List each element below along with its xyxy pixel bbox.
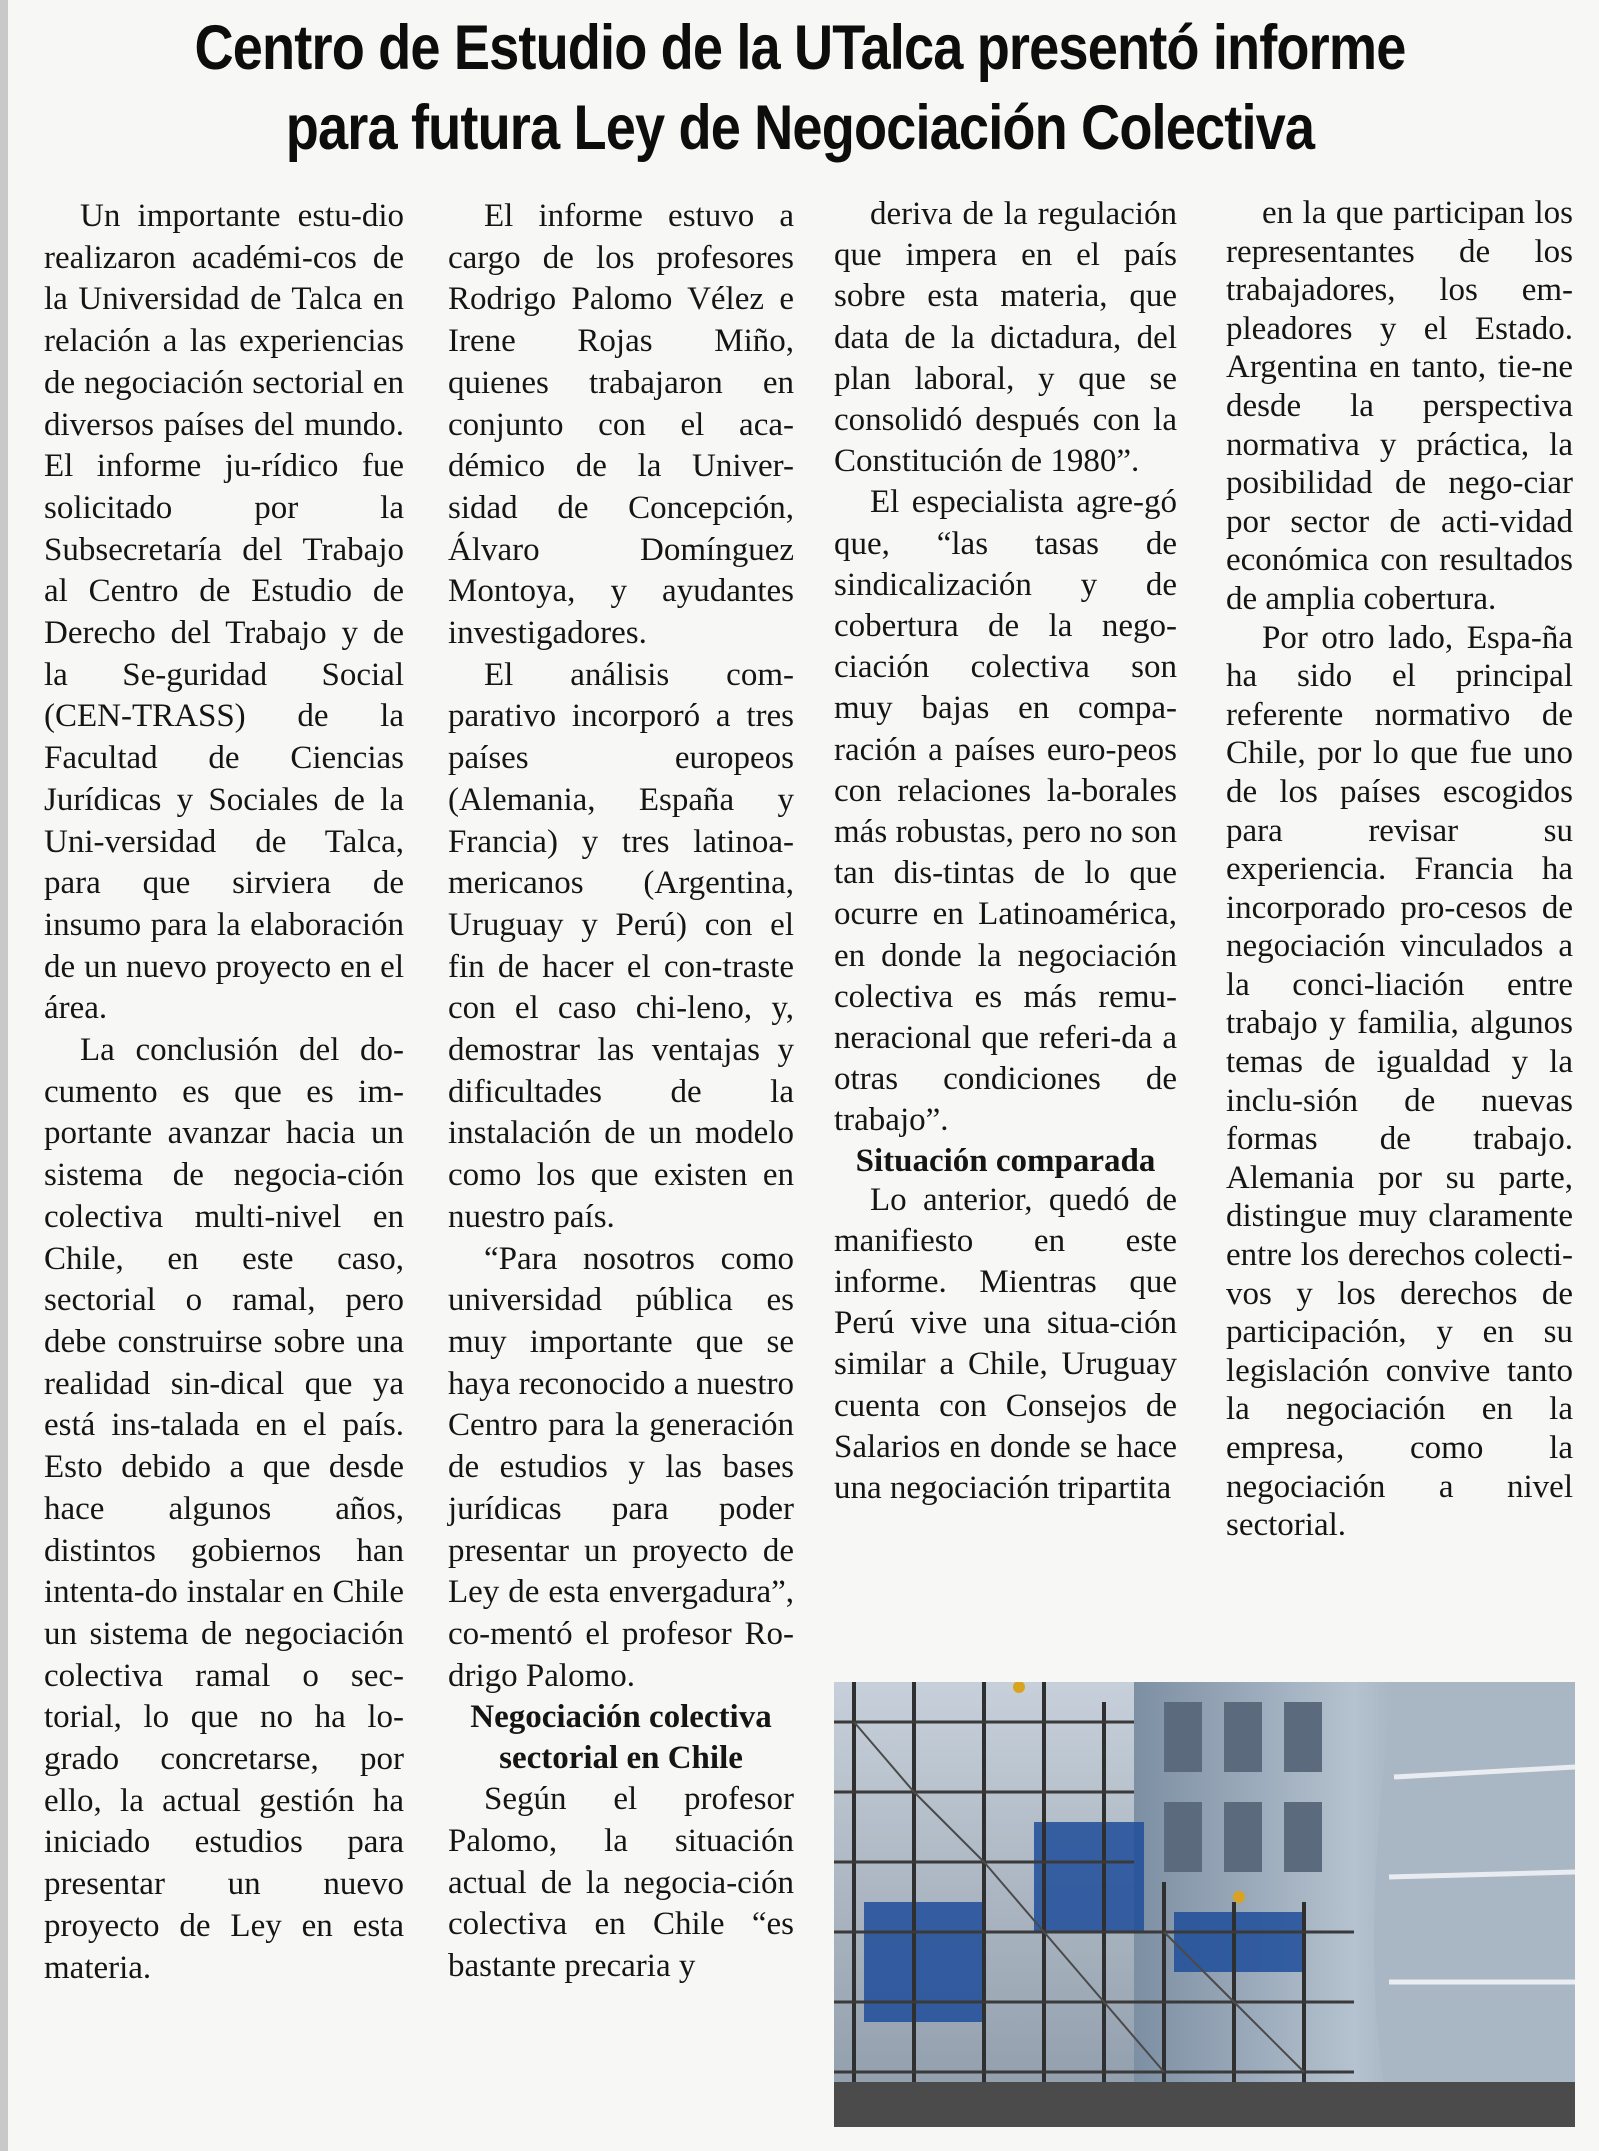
column-4 bbox=[1226, 194, 1573, 1545]
worker-helmet bbox=[1233, 1891, 1245, 1903]
paragraph: El informe estuvo a cargo de los profesores Rodrigo Palomo Vélez e Irene Rojas Miño, quienes trabajaron en conjunto con el aca-démico de la Univer-sidad de Concepción, Álvaro Domínguez Montoya, y ayudantes investigadores. bbox=[448, 198, 794, 652]
column-2 bbox=[448, 196, 794, 1988]
page-edge bbox=[0, 0, 8, 2151]
ground bbox=[834, 2082, 1575, 2127]
article-headline bbox=[138, 8, 1462, 168]
paragraph: El análisis com-parativo incorporó a tres países europeos (Alemania, España y Francia) y tres latinoa-mericanos (Argentina, Uruguay y Perú) con el fin de hacer el con-traste con el caso chi-leno, y, demostrar las ventajas y dificultades de la instalación de un modelo como los que existen en nuestro país. bbox=[448, 656, 794, 1235]
paragraph: deriva de la regulación que impera en el país sobre esta materia, que data de la dictadura, del plan laboral, y que se consolidó después con la Constitución de 1980”. bbox=[834, 196, 1177, 480]
subheading-negociacion-sectorial: Negociación colectiva sectorial en Chile bbox=[470, 1699, 772, 1777]
paragraph: La conclusión del do-cumento es que es im-portante avanzar hacia un sistema de negocia-ción colectiva multi-nivel en Chile, en este caso, sectorial o ramal, pero debe construirse sobre una realidad sin-dical que ya está ins-talada en el país. Esto debido a que desde hace algunos años, distintos gobiernos han intenta-do instalar en Chile un sistema de negociación colectiva ramal o sec-torial, lo que no ha lo-grado concretarse, por ello, la actual gestión ha iniciado estudios para presentar un nuevo proyecto de Ley en esta materia. bbox=[44, 1032, 404, 1986]
subheading-situacion-comparada: Situación comparada bbox=[855, 1142, 1156, 1179]
column-3 bbox=[834, 194, 1177, 1509]
construction-photo bbox=[834, 1682, 1575, 2127]
column-1 bbox=[44, 196, 404, 1989]
curved-facade bbox=[1374, 1682, 1575, 2127]
paragraph: El especialista agre-gó que, “las tasas de sindicalización y de cobertura de la nego-ciación colectiva son muy bajas en compa-ración a países euro-peos con relaciones la-borales más robustas, pero no son tan dis-tintas de lo que ocurre en Latinoamérica, en donde la negociación colectiva es más remu-neracional que referi-da a otras condiciones de trabajo”. bbox=[834, 484, 1177, 1139]
headline-line-1: Centro de Estudio de la UTalca presentó informe bbox=[194, 13, 1406, 83]
paragraph: Por otro lado, Espa-ña ha sido el principal referente normativo de Chile, por lo que fue uno de los países escogidos para revisar su experiencia. Francia ha incorporado pro-cesos de negociación vinculados a la conci-liación entre trabajo y familia, algunos temas de igualdad y la inclu-sión de nuevas formas de trabajo. Alemania por su parte, distingue muy claramente entre los derechos colecti-vos y los derechos de participación, y en su legislación convive tanto la negociación en la empresa, como la negociación a nivel sectorial. bbox=[1226, 619, 1573, 1544]
paragraph: Un importante estu-dio realizaron académi-cos de la Universidad de Talca en relación a las experiencias de negociación sectorial en diversos países del mundo. El informe ju-rídico fue solicitado por la Subsecretaría del Trabajo al Centro de Estudio de Derecho del Trabajo y de la Se-guridad Social (CEN-TRASS) de la Facultad de Ciencias Jurídicas y Sociales de la Uni-versidad de Talca, para que sirviera de insumo para la elaboración de un nuevo proyecto en el área. bbox=[44, 198, 404, 1027]
scaffold-building-image bbox=[834, 1682, 1575, 2127]
headline-line-2: para futura Ley de Negociación Colectiva bbox=[285, 93, 1315, 163]
paragraph: Lo anterior, quedó de manifiesto en este informe. Mientras que Perú vive una situa-ción similar a Chile, Uruguay cuenta con Consejos de Salarios en donde se hace una negociación tripartita bbox=[834, 1181, 1177, 1507]
paragraph: en la que participan los representantes de los trabajadores, los em-pleadores y el Estado. Argentina en tanto, tie-ne desde la perspectiva normativa y práctica, la posibilidad de nego-ciar por sector de acti-vidad económica con resultados de amplia cobertura. bbox=[1226, 195, 1573, 617]
paragraph: Según el profesor Palomo, la situación actual de la negocia-ción colectiva en Chile “es bastante precaria y bbox=[448, 1781, 794, 1985]
paragraph: “Para nosotros como universidad pública es muy importante que se haya reconocido a nuestro Centro para la generación de estudios y las bases jurídicas para poder presentar un proyecto de Ley de esta envergadura”, co-mentó el profesor Ro-drigo Palomo. bbox=[448, 1240, 794, 1694]
